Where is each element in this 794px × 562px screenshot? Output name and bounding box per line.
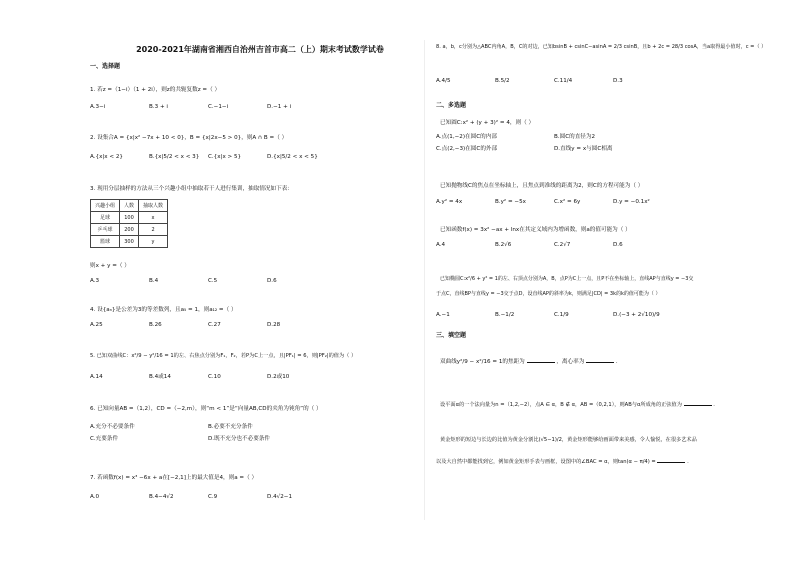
table-row bbox=[91, 236, 168, 248]
option-a: A.y² = 4x bbox=[436, 199, 463, 205]
option-b: B.4−4√2 bbox=[149, 494, 174, 500]
question-9-options bbox=[436, 134, 672, 141]
option-c: C.{x|x > 5} bbox=[208, 154, 242, 160]
option-b: B.y² = −5x bbox=[495, 199, 526, 205]
question-1-stem: 1. 若z =（1−i）（1 + 2i），则z的共轭复数z =（ ） bbox=[90, 87, 221, 93]
question-7-stem: 7. 若函数f(x) = x³ −6x + a在[−2,1]上的最大值是4，则a =（ ） bbox=[90, 475, 258, 481]
question-2-options bbox=[90, 154, 326, 161]
option-b: B.圆C的直径为2 bbox=[554, 134, 596, 140]
question-1-options bbox=[90, 104, 326, 111]
page-title: 2020-2021年湖南省湘西自治州吉首市高二（上）期末考试数学试卷 bbox=[136, 45, 384, 54]
option-a: A.−1 bbox=[436, 312, 450, 318]
question-2-stem: 2. 设集合A = {x|x² −7x + 10 < 0}，B = {x|2x−5 > 0}，则A ∩ B =（ ） bbox=[90, 135, 288, 141]
option-d: D.既不充分也不必要条件 bbox=[208, 436, 271, 442]
question-12-stem: 已知椭圆C:x²/6 + y² = 1的左、右顶点分别为A，B，点P为C上一点，且P不在坐标轴上，直线AP与直线y = −3交 bbox=[440, 276, 694, 282]
question-3-stem: 3. 现用分层抽样的方法从三个兴趣小组中抽取若干人进行集训，抽取情况如下表： bbox=[90, 186, 293, 192]
option-c: C.−1−i bbox=[208, 104, 229, 110]
answer-blank[interactable] bbox=[684, 400, 712, 406]
question-10-options bbox=[436, 199, 672, 206]
question-6-stem: 6. 已知向量AB =（1,2），CD =（−2,m），则“m < 1”是“向量AB,CD的夹角为钝角”的（ ） bbox=[90, 406, 322, 412]
option-b: B.5/2 bbox=[495, 78, 510, 84]
option-a: A.4/5 bbox=[436, 78, 451, 84]
option-d: D.2或10 bbox=[267, 374, 290, 380]
option-d: D.{x|5/2 < x < 5} bbox=[267, 154, 318, 160]
table-cell: 篮球 bbox=[91, 236, 120, 248]
table-cell: 乒乓球 bbox=[91, 224, 120, 236]
table-cell: 2 bbox=[139, 224, 168, 236]
option-a: A.3−i bbox=[90, 104, 106, 110]
table-row bbox=[91, 224, 168, 236]
question-13-text: 双曲线y²/9 − x²/16 = 1的焦距为 bbox=[440, 359, 525, 365]
page-fold-divider bbox=[424, 40, 425, 520]
question-12-stem-cont: 于点C，直线BP与直线y = −3交于点D，设直线AP的斜率为k，则满足|CD| = 3k的k的值可能为（ ） bbox=[436, 291, 661, 297]
question-3-table bbox=[90, 199, 168, 248]
section-heading-choice: 一、选择题 bbox=[90, 63, 121, 70]
question-15-line-2 bbox=[436, 457, 689, 466]
answer-blank[interactable] bbox=[657, 457, 685, 463]
option-b: B.−1/2 bbox=[495, 312, 515, 318]
option-a: A.25 bbox=[90, 322, 103, 328]
option-c: C.2√7 bbox=[554, 242, 571, 248]
option-b: B.{x|5/2 < x < 3} bbox=[149, 154, 200, 160]
option-b: B.3 + i bbox=[149, 104, 168, 110]
table-cell: x bbox=[139, 212, 168, 224]
question-4-options bbox=[90, 322, 326, 329]
question-15-text-end: . bbox=[687, 459, 689, 465]
table-cell: 100 bbox=[120, 212, 139, 224]
option-d: D.−1 + i bbox=[267, 104, 292, 110]
question-8-options bbox=[436, 78, 672, 85]
table-row bbox=[91, 212, 168, 224]
question-13-text-3: . bbox=[615, 359, 618, 365]
answer-blank[interactable] bbox=[527, 357, 555, 363]
section-heading-fill: 三、填空题 bbox=[436, 332, 467, 339]
question-15-text: 以及大自然中都能找到它，例如黄金矩形手表与画框，设图中的∠BAC = α，则tan(α − π/4) = bbox=[436, 459, 656, 465]
option-b: B.26 bbox=[149, 322, 162, 328]
answer-blank[interactable] bbox=[586, 357, 614, 363]
option-c: C.1/9 bbox=[554, 312, 569, 318]
option-c: C.9 bbox=[208, 494, 218, 500]
option-c: C.27 bbox=[208, 322, 221, 328]
question-12-options bbox=[436, 312, 672, 319]
question-13-text-2: ，离心率为 bbox=[556, 359, 585, 365]
question-6-options-row2 bbox=[90, 436, 326, 443]
question-14-text: 设平面α的一个法向量为n =（1,2,−2），点A ∈ α，B ∉ α，AB =（0,2,1），则AB与α所成角的正弦值为 bbox=[440, 402, 682, 408]
table-cell: 200 bbox=[120, 224, 139, 236]
question-11-options bbox=[436, 242, 672, 249]
question-8-stem: 8. a，b，c分别为△ABC内角A，B，C的对边，已知bsinB + csinC−asinA = 2/3 csinB，且b + 2c = 28/3 cosA，当a取得最小值时，c =（ ） bbox=[436, 44, 767, 50]
option-a: A.点(1,−2)在圆C的内部 bbox=[436, 134, 497, 140]
table-cell: y bbox=[139, 236, 168, 248]
question-11-stem: 已知函数f(x) = 3x² −ax + lnx在其定义域内为增函数，则a的值可能为（ ） bbox=[440, 227, 631, 233]
table-header-row bbox=[91, 200, 168, 212]
option-c: C.点(2,−3)在圆C的外部 bbox=[436, 146, 498, 152]
option-d: D.6 bbox=[267, 278, 277, 284]
question-4-stem: 4. 设{aₙ}是公差为3的等差数列，且a₅ = 1，则a₁₂ =（ ） bbox=[90, 307, 237, 313]
question-7-options bbox=[90, 494, 326, 501]
question-14-text-2: . bbox=[713, 402, 715, 408]
option-d: D.4√2−1 bbox=[267, 494, 293, 500]
option-d: D.y = −0.1x² bbox=[613, 199, 650, 205]
table-cell: 300 bbox=[120, 236, 139, 248]
option-c: C.10 bbox=[208, 374, 221, 380]
option-d: D.(−3 + 2√10)/9 bbox=[613, 312, 660, 318]
option-c: C.充要条件 bbox=[90, 436, 119, 442]
question-5-options bbox=[90, 374, 326, 381]
section-heading-multi: 二、多选题 bbox=[436, 102, 467, 109]
question-13 bbox=[440, 357, 618, 366]
option-d: D.直线y = x与圆C相离 bbox=[554, 146, 613, 152]
option-b: B.4或14 bbox=[149, 374, 171, 380]
option-d: D.6 bbox=[613, 242, 623, 248]
table-cell: 足球 bbox=[91, 212, 120, 224]
option-a: A.充分不必要条件 bbox=[90, 424, 135, 430]
option-d: D.3 bbox=[613, 78, 623, 84]
option-a: A.0 bbox=[90, 494, 100, 500]
option-b: B.必要不充分条件 bbox=[208, 424, 253, 430]
table-header-cell: 人数 bbox=[120, 200, 139, 212]
question-9-stem: 已知圆C:x² + (y + 3)² = 4，则（ ） bbox=[440, 120, 535, 126]
question-5-stem: 5. 已知双曲线C：x²/9 − y²/16 = 1的左、右焦点分别为F₁，F₂，若P为C上一点，且|PF₁| = 6，则|PF₂|的值为（ ） bbox=[90, 353, 357, 359]
table-header-cell: 抽取人数 bbox=[139, 200, 168, 212]
question-6-options bbox=[90, 424, 326, 431]
option-b: B.2√6 bbox=[495, 242, 512, 248]
option-c: C.11/4 bbox=[554, 78, 573, 84]
option-a: A.14 bbox=[90, 374, 103, 380]
table-header-cell: 兴趣小组 bbox=[91, 200, 120, 212]
option-b: B.4 bbox=[149, 278, 159, 284]
option-a: A.{x|x < 2} bbox=[90, 154, 123, 160]
option-a: A.3 bbox=[90, 278, 100, 284]
option-d: D.28 bbox=[267, 322, 281, 328]
question-14 bbox=[440, 400, 715, 409]
question-15-line-1: 黄金矩形的短边与长边的比值为黄金分割比(√5−1)/2，黄金矩形能够给画面带来美感，令人愉悦，在很多艺术品 bbox=[440, 437, 697, 443]
option-c: C.x² = 6y bbox=[554, 199, 581, 205]
question-9-options-row2 bbox=[436, 146, 672, 153]
option-a: A.4 bbox=[436, 242, 446, 248]
question-3-options bbox=[90, 278, 326, 285]
option-c: C.5 bbox=[208, 278, 218, 284]
question-10-stem: 已知抛物线C的焦点在坐标轴上，且焦点到准线的距离为2，则C的方程可能为（ ） bbox=[440, 183, 644, 189]
question-3-ask: 则x + y =（ ） bbox=[90, 263, 130, 269]
